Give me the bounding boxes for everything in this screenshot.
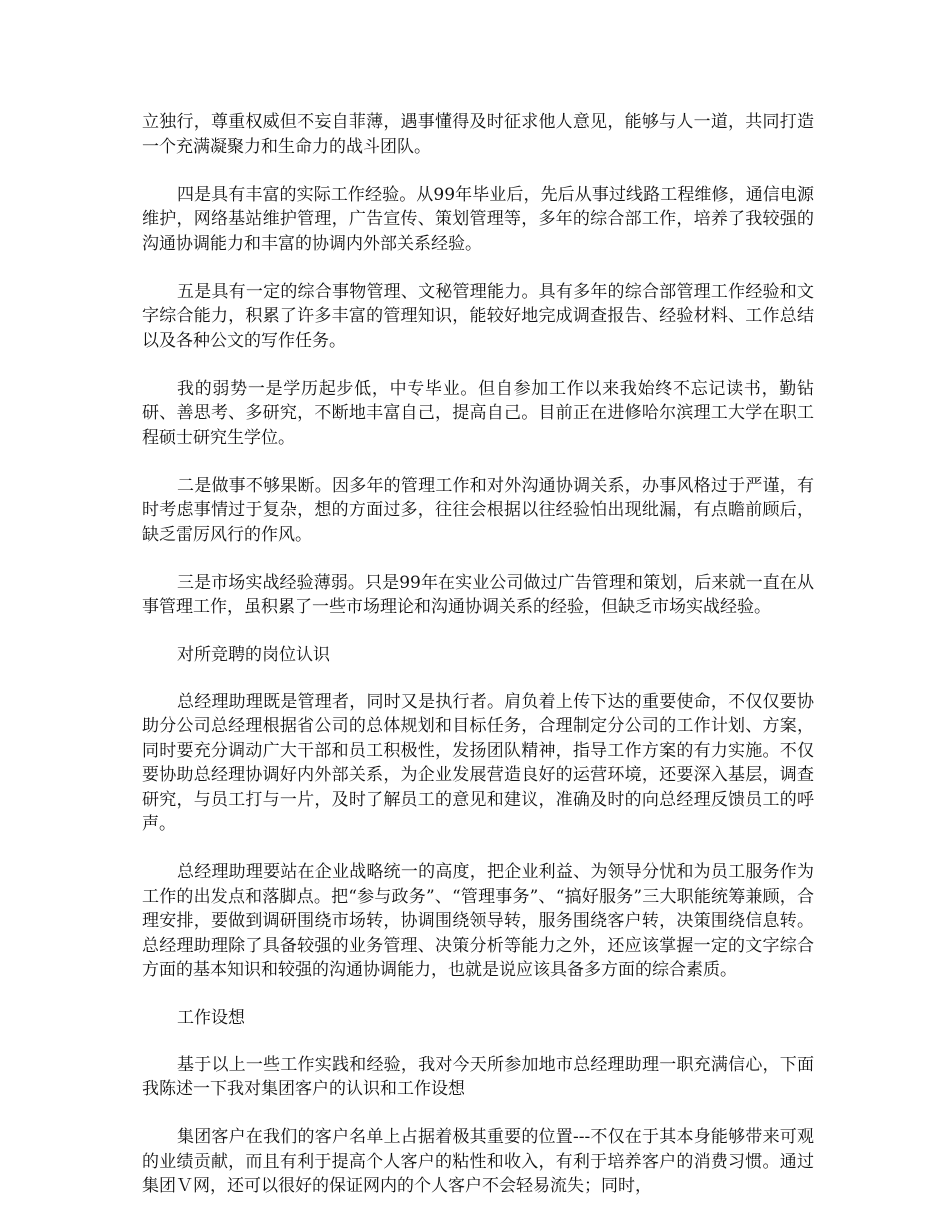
paragraph-role-definition: 总经理助理既是管理者，同时又是执行者。肩负着上传下达的重要使命，不仅仅要协助分公司总经理根据省公司的总体规划和目标任务，合理制定分公司的工作计划、方案，同时要充分调动广大干部和员工积极性，发扬团队精神，指导工作方案的有力实施。不仅要协助总经理协调好内外部关系，为企业发展营造良好的运营环境，还要深入基层，调查研究，与员工打与一片，及时了解员工的意见和建议，准确及时的向总经理反馈员工的呼声。 xyxy=(142,691,814,834)
section-heading-position: 对所竞聘的岗位认识 xyxy=(177,645,330,665)
section-heading-work-plan: 工作设想 xyxy=(177,1008,245,1028)
paragraph-continuation: 立独行，尊重权威但不妄自菲薄，遇事懂得及时征求他人意见，能够与人一道，共同打造一个充满凝聚力和生命力的战斗团队。 xyxy=(142,112,814,157)
paragraph-role-requirements: 总经理助理要站在企业战略统一的高度，把企业利益、为领导分忧和为员工服务作为工作的出发点和落脚点。把“参与政务”、“管理事务”、“搞好服务”三大职能统筹兼顾，合理安排，要做到调研围绕市场转，协调围绕领导转，服务围绕客户转，决策围绕信息转。总经理助理除了具备较强的业务管理、决策分析等能力之外，还应该掌握一定的文字综合方面的基本知识和较强的沟通协调能力，也就是说应该具备多方面的综合素质。 xyxy=(142,862,814,980)
paragraph-strength-four: 四是具有丰富的实际工作经验。从99年毕业后，先后从事过线路工程维修，通信电源维护，网络基站维护管理，广告宣传、策划管理等，多年的综合部工作，培养了我较强的沟通协调能力和丰富的协调内外部关系经验。 xyxy=(142,184,814,254)
paragraph-weakness-one: 我的弱势一是学历起步低，中专毕业。但自参加工作以来我始终不忘记读书，勤钻研、善思考、多研究，不断地丰富自己，提高自己。目前正在进修哈尔滨理工大学在职工程硕士研究生学位。 xyxy=(142,378,814,448)
paragraph-group-customers: 集团客户在我们的客户名单上占据着极其重要的位置---不仅在于其本身能够带来可观的业绩贡献，而且有利于提高个人客户的粘性和收入，有利于培养客户的消费习惯。通过集团Ｖ网，还可以很好的保证网内的个人客户不会轻易流失；同时， xyxy=(142,1127,814,1196)
paragraph-strength-five: 五是具有一定的综合事物管理、文秘管理能力。具有多年的综合部管理工作经验和文字综合能力，积累了许多丰富的管理知识，能较好地完成调查报告、经验材料、工作总结以及各种公文的写作任务。 xyxy=(142,281,814,351)
paragraph-weakness-three: 三是市场实战经验薄弱。只是99年在实业公司做过广告管理和策划，后来就一直在从事管理工作，虽积累了一些市场理论和沟通协调关系的经验，但缺乏市场实战经验。 xyxy=(142,572,814,617)
paragraph-work-plan-intro: 基于以上一些工作实践和经验，我对今天所参加地市总经理助理一职充满信心，下面我陈述一下我对集团客户的认识和工作设想 xyxy=(142,1054,814,1099)
document-body xyxy=(142,110,814,1199)
paragraph-weakness-two: 二是做事不够果断。因多年的管理工作和对外沟通协调关系，办事风格过于严谨，有时考虑事情过于复杂，想的方面过多，往往会根据以往经验怕出现纰漏，有点瞻前顾后，缺乏雷厉风行的作风。 xyxy=(142,475,814,545)
